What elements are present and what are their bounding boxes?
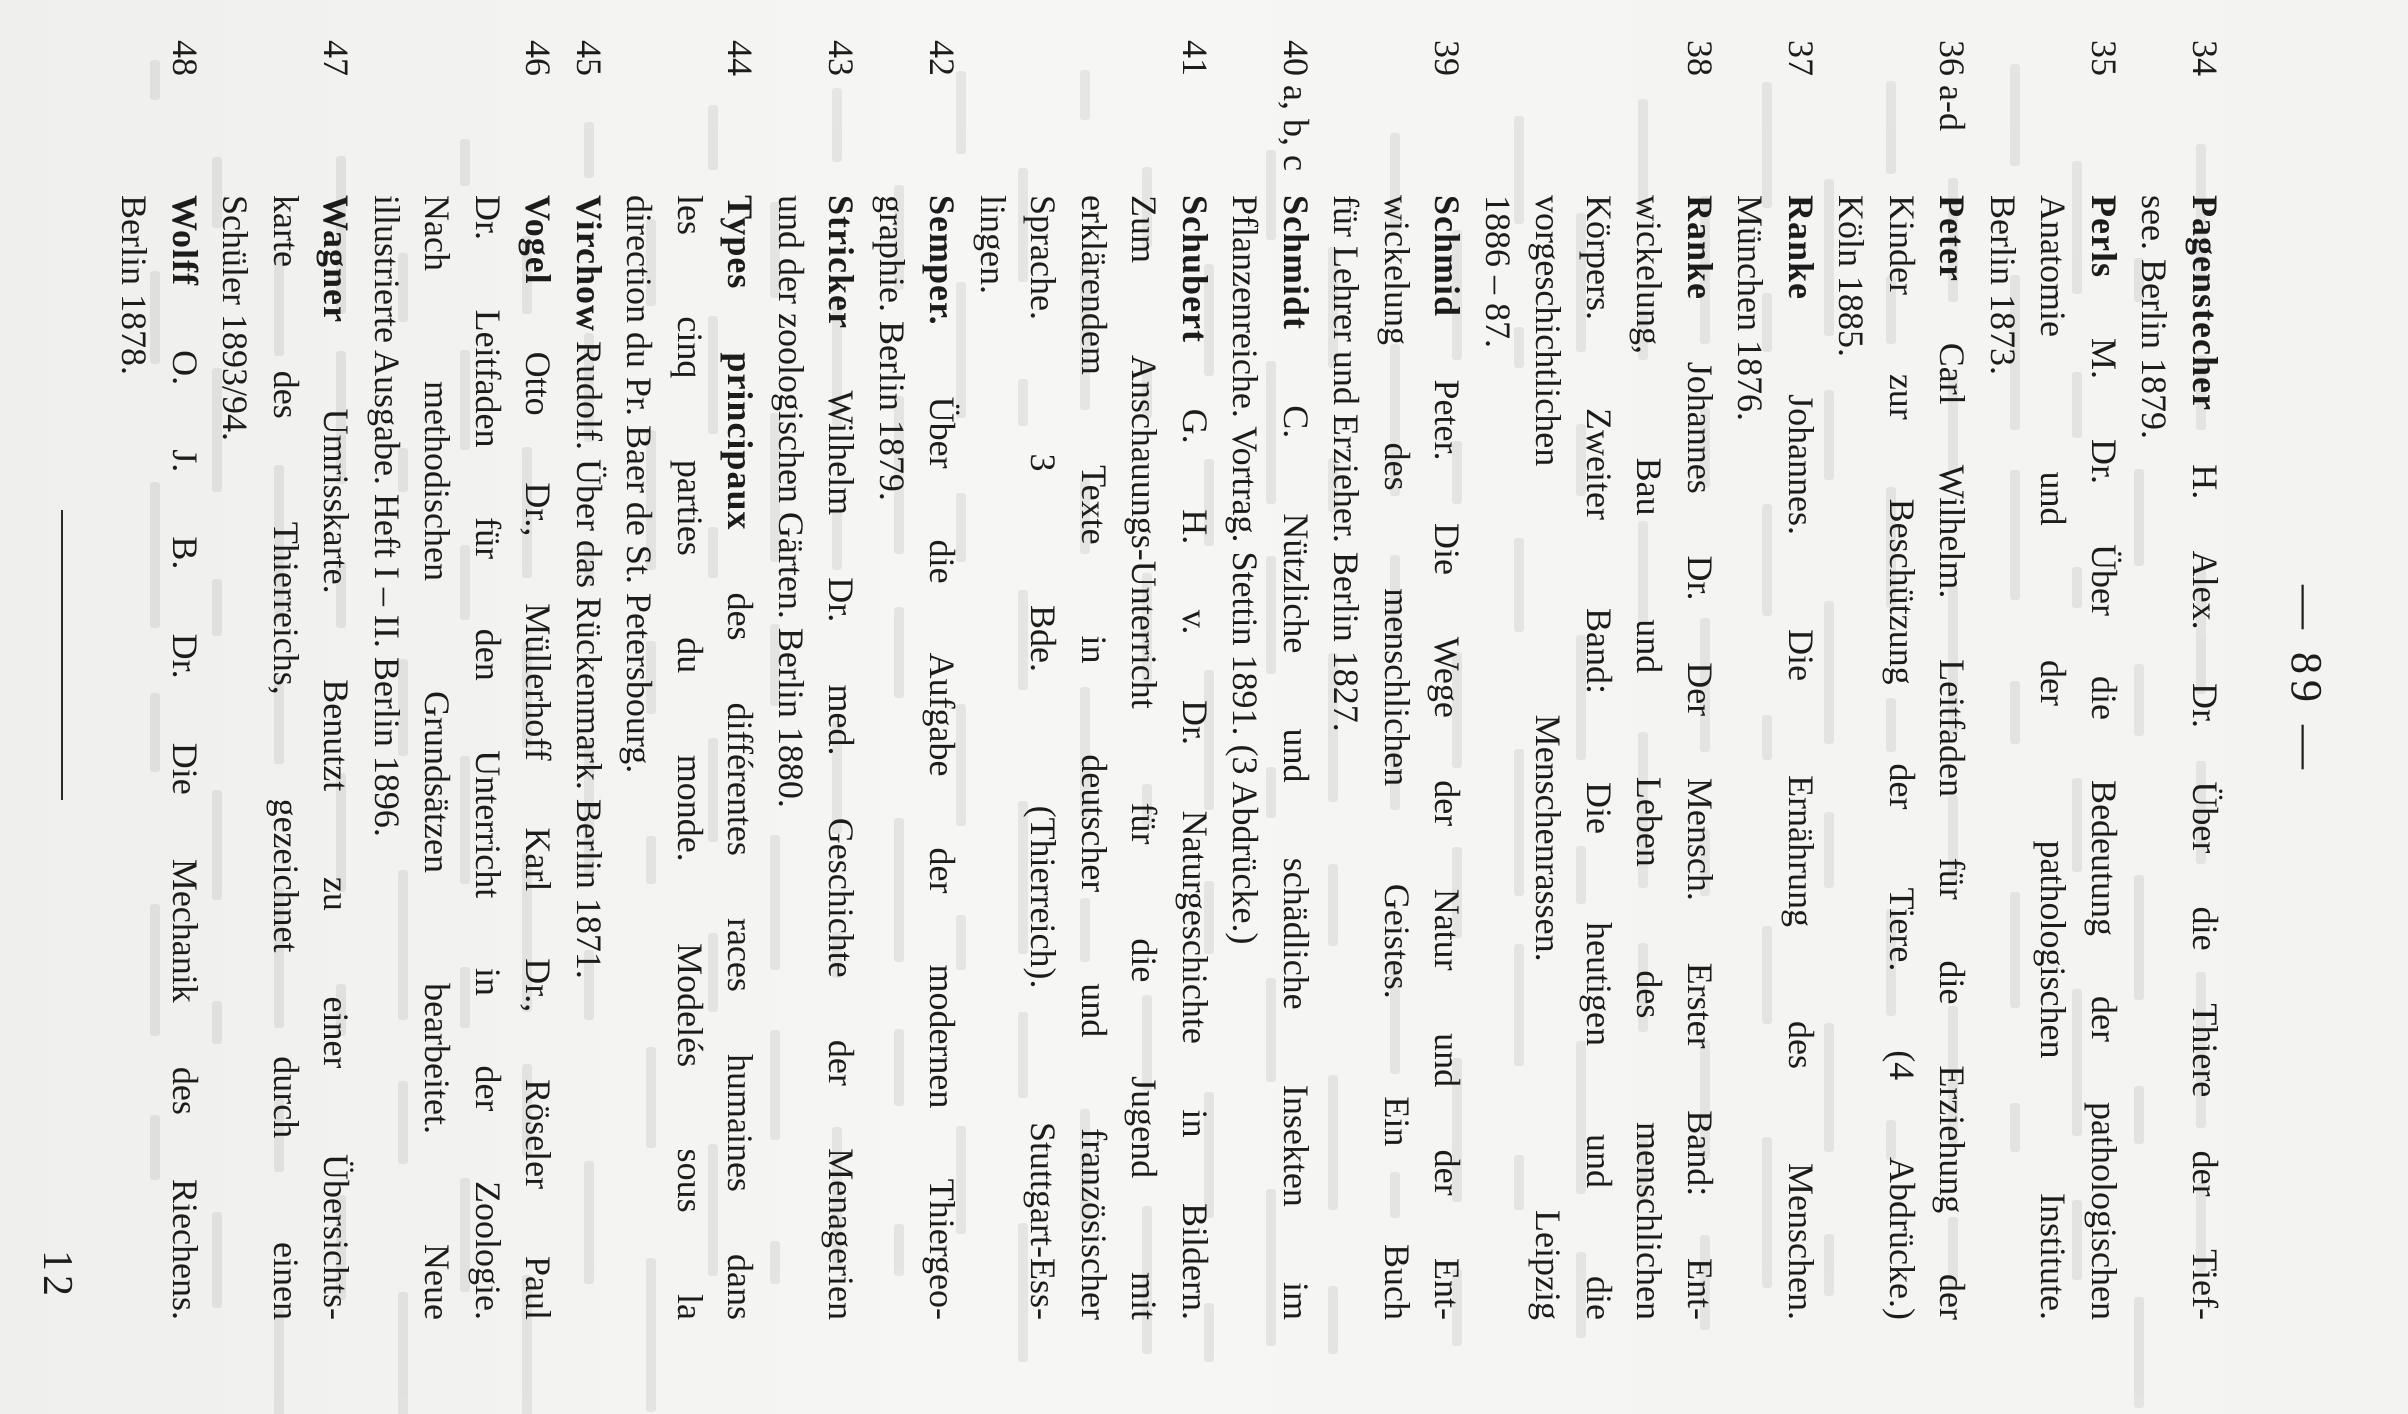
entry-line-text: Körpers. Zweiter Band: Die heutigen und die [1579, 195, 1619, 1320]
entry-line-text: illustrierte Ausgabe. Heft I – II. Berlin 1896. [367, 195, 407, 837]
entry-line [665, 195, 716, 1320]
entry-line-text: München 1876. [1730, 195, 1771, 421]
entry-line [513, 195, 564, 1320]
entry-line-text: Johannes Dr. Der Mensch. Erster Band: Ent- [1680, 361, 1720, 1320]
entry-line [1776, 195, 1827, 1320]
entry-line [1877, 195, 1928, 1320]
entry-line-text: Über die Aufgabe der modernen Thiergeo- [922, 396, 963, 1320]
entry-line [1271, 195, 1322, 1320]
entry-text [968, 195, 1221, 1320]
entry-line [917, 195, 968, 1320]
entry-line [1422, 195, 1473, 1320]
entry-line [1826, 195, 1877, 1320]
rotated-text-block [34, 40, 2340, 1321]
entry-author: Ranke [1781, 195, 1821, 301]
catalogue-entry [1725, 40, 1826, 1320]
entry-line-text: lingen. [973, 195, 1013, 294]
entry-text [766, 195, 867, 1320]
entry-line-text: Kinder zur Beschützung der Tiere. (4 Abdrücke.) [1882, 195, 1922, 1320]
entry-author: Perls [2084, 195, 2124, 278]
entry-line-text: des différentes races humaines dans [720, 592, 761, 1320]
catalogue-entry [2129, 40, 2230, 1320]
entry-line [1170, 195, 1221, 1320]
entry-line [1725, 195, 1776, 1320]
entry-line [1978, 195, 2029, 1320]
entry-text [1321, 195, 1473, 1320]
entry-line [362, 195, 413, 1320]
entry-line [1473, 195, 1524, 1320]
entry-line [2079, 195, 2130, 1320]
entry-line [867, 195, 918, 1320]
entry-line [1675, 195, 1726, 1320]
entry-author: Wagner [316, 195, 357, 323]
entry-line-text: Dr. Leitfaden für den Unterricht in der Zoologie. [468, 195, 508, 1320]
catalogue-entry [867, 40, 968, 1320]
entry-line-text: erklärendem Texte in deutscher und französischer [1074, 195, 1114, 1320]
entry-line [160, 195, 211, 1320]
entry-author: Types principaux [720, 195, 761, 531]
entry-line-text: O. J. B. Dr. Die Mechanik des Riechens. [165, 350, 205, 1320]
entry-line-text: wickelung, Bau und Leben des menschlichen [1629, 195, 1670, 1320]
entry-author: Vogel [518, 195, 559, 285]
entry-line-text: M. Dr. Über die Bedeutung der pathologischen [2084, 338, 2124, 1321]
entry-author: Schmid [1427, 195, 1468, 318]
entry-line-text: vorgeschichtlichen Menschenrassen. Leipzig [1528, 195, 1569, 1320]
entry-text [1220, 195, 1321, 1320]
catalogue-entry [564, 40, 615, 1320]
entry-number: 37 [1781, 40, 1821, 76]
entry-line [2129, 195, 2180, 1320]
entry-line [463, 195, 514, 1320]
catalogue-entry [1321, 40, 1473, 1320]
entry-line [1069, 195, 1120, 1320]
entry-text [867, 195, 968, 1320]
entry-line-text: Johannes. Die Ernährung des Menschen. [1781, 394, 1821, 1321]
entry-line-text: G. H. v. Dr. Naturgeschichte in Bildern. [1175, 408, 1215, 1321]
entry-line-text: see. Berlin 1879. [2134, 195, 2175, 439]
entry-number: 38 [1680, 40, 1720, 76]
entry-line [816, 195, 867, 1320]
entry-text [2129, 195, 2230, 1320]
entry-line [766, 195, 817, 1320]
entry-line [412, 195, 463, 1320]
entry-line [614, 195, 665, 1320]
entry-text [109, 195, 210, 1320]
page-number: — 89 — [2282, 585, 2331, 775]
entry-author: Semper. [922, 195, 963, 326]
entry-number: 36 a-d [1932, 40, 1973, 131]
entry-author: Stricker [821, 195, 862, 329]
entry-line [1220, 195, 1271, 1320]
entry-line [564, 195, 615, 1320]
entry-line-text: Anatomie und der pathologischen Institute. [2033, 195, 2074, 1320]
entry-line-text: 1886 – 87. [1478, 195, 1518, 348]
entry-number: 45 [569, 40, 609, 76]
catalogue-entry [1473, 40, 1726, 1320]
signature-mark: 12 [34, 1250, 80, 1300]
entry-line [1574, 195, 1625, 1320]
entry-number: 41 [1175, 40, 1215, 76]
page-header [2230, 40, 2340, 1320]
entry-author: Ranke [1680, 195, 1720, 301]
entry-line-text: Carl Wilhelm. Leitfaden für die Erziehung der [1932, 342, 1973, 1320]
entry-line-text: Rudolf. Über das Rückenmark. Berlin 1871. [569, 341, 609, 979]
entry-line-text: und der zoologischen Gärten. Berlin 1880. [771, 195, 811, 808]
entry-text [210, 195, 362, 1320]
bleed-stroke [274, 1309, 284, 1414]
catalogue-entry [614, 40, 766, 1320]
entry-author: Peter [1932, 195, 1973, 282]
footer-rule [61, 510, 63, 800]
entry-line-text: C. Nützliche und schädliche Insekten im [1276, 405, 1316, 1320]
entry-number: 34 [2185, 40, 2225, 76]
entry-number: 47 [316, 40, 357, 76]
entry-line-text: Berlin 1873. [1983, 195, 2023, 375]
entry-text [1473, 195, 1726, 1320]
catalogue-entry [210, 40, 362, 1320]
entry-author: Pagenstecher [2185, 195, 2225, 411]
entry-number: 39 [1427, 40, 1468, 76]
entry-line [311, 195, 362, 1320]
entry-line [1523, 195, 1574, 1320]
entry-line-text: Berlin 1878. [114, 195, 155, 375]
entry-number: 42 [922, 40, 963, 76]
entry-line-text: karte des Thierreichs, gezeichnet durch einen [266, 195, 306, 1320]
entry-line [2028, 195, 2079, 1320]
catalogue-entries [109, 40, 2230, 1320]
entry-line [1321, 195, 1372, 1320]
entry-line [2180, 195, 2231, 1320]
entry-line-text: Köln 1885. [1831, 195, 1872, 357]
entry-line-text: Wilhelm Dr. med. Geschichte der Menagerien [821, 390, 862, 1321]
entry-text [614, 195, 766, 1320]
catalogue-entry [1220, 40, 1321, 1320]
entry-line-text: graphie. Berlin 1879. [872, 195, 912, 501]
entry-text [1725, 195, 1826, 1320]
entry-line [1119, 195, 1170, 1320]
entry-author: Schmidt [1276, 195, 1316, 331]
catalogue-entry [1978, 40, 2130, 1320]
entry-number: 35 [2084, 40, 2124, 76]
entry-line-text: Peter. Die Wege der Natur und der Ent- [1427, 379, 1468, 1320]
catalogue-entry [766, 40, 867, 1320]
entry-line-text: Pflanzenreiche. Vortrag. Stettin 1891. (3 Abdrücke.) [1225, 195, 1266, 945]
entry-line [968, 195, 1019, 1320]
entry-line-text: Sprache. 3 Bde. (Thierreich). Stuttgart-Ess- [1023, 195, 1064, 1320]
entry-line-text: les cinq parties du monde. Modelés sous la [670, 195, 710, 1320]
entry-text [1826, 195, 1978, 1320]
entry-line [109, 195, 160, 1320]
catalogue-entry [109, 40, 210, 1320]
entry-line [1624, 195, 1675, 1320]
entry-line-text: wickelung des menschlichen Geistes. Ein Buch [1377, 195, 1417, 1320]
entry-line [1018, 195, 1069, 1320]
entry-number: 48 [165, 40, 205, 76]
entry-author: Virchow [569, 195, 609, 332]
entry-line-text: H. Alex. Dr. Über die Thiere der Tief- [2185, 464, 2225, 1320]
entry-text [564, 195, 615, 1320]
entry-author: Schubert [1175, 195, 1215, 344]
entry-number: 43 [821, 40, 862, 76]
entry-line-text: direction du Pr. Baer de St. Petersbourg. [619, 195, 660, 774]
entry-line-text: Schüler 1893/94. [215, 195, 256, 441]
entry-line [210, 195, 261, 1320]
entry-line [1372, 195, 1423, 1320]
entry-line [1927, 195, 1978, 1320]
entry-text [1978, 195, 2130, 1320]
entry-number: 44 [720, 40, 761, 76]
entry-number: 46 [518, 40, 559, 76]
entry-line-text: Umrisskarte. Benutzt zu einer Übersichts- [316, 408, 357, 1321]
entry-line-text: Nach methodischen Grundsätzen bearbeitet. Neue [417, 195, 458, 1320]
entry-line-text: Otto Dr., Müllerhoff Karl Dr., Röseler Paul [518, 351, 559, 1321]
page-footer [0, 40, 80, 1320]
entry-text [362, 195, 564, 1320]
entry-author: Wolff [165, 195, 205, 286]
entry-line [261, 195, 312, 1320]
entry-number: 40 a, b, c [1276, 40, 1316, 171]
catalogue-entry [968, 40, 1221, 1320]
catalogue-entry [362, 40, 564, 1320]
entry-line [715, 195, 766, 1320]
catalogue-entry [1826, 40, 1978, 1320]
entry-line-text: für Lehrer und Erzieher. Berlin 1827. [1326, 195, 1367, 732]
entry-line-text: Zum Anschauungs-Unterricht für die Jugend mit [1124, 195, 1165, 1320]
